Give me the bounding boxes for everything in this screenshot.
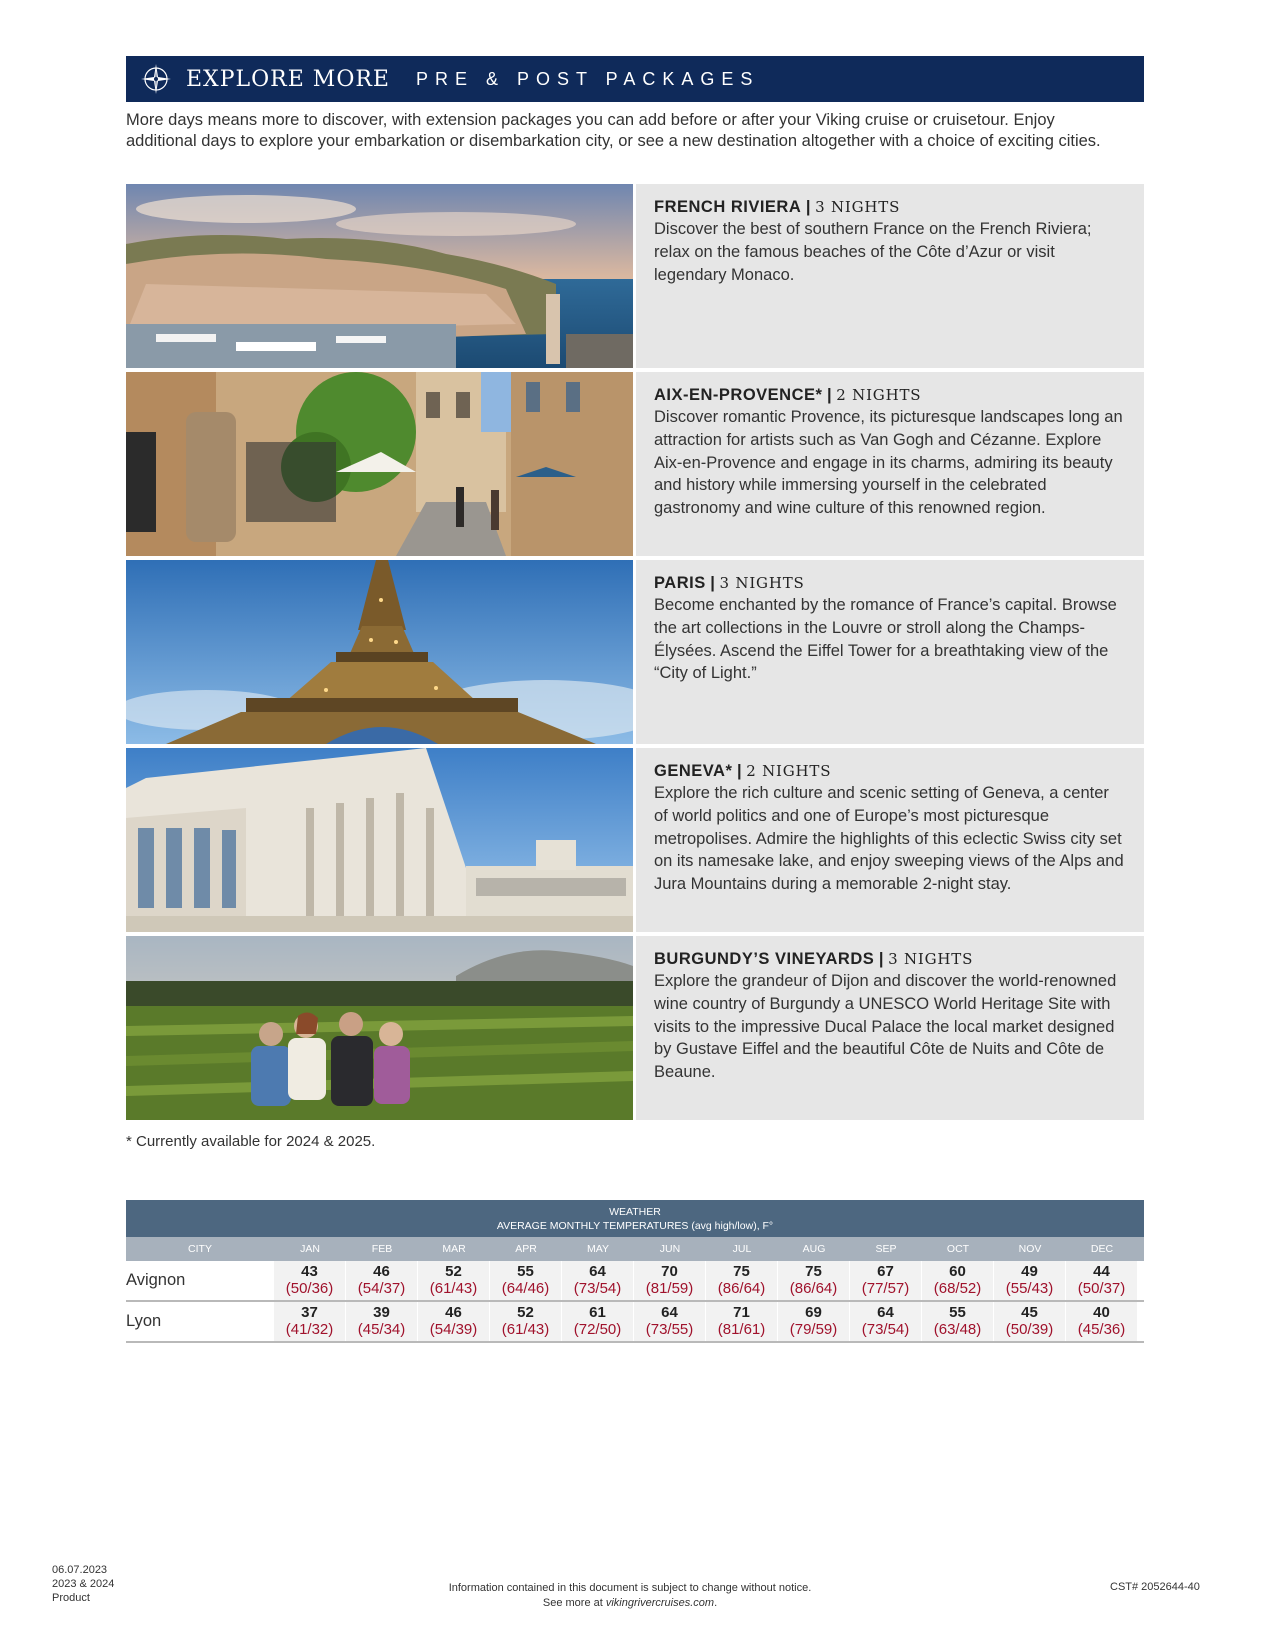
package-text: PARIS | 3 NIGHTS Become enchanted by the romance of France’s capital. Browse the art collections in the Louvre or stroll along the Champs-Élysées. Ascend the Eiffel Tower for a breathtaking view of the “City of Light.” (636, 560, 1144, 744)
weather-rows (126, 1261, 1144, 1343)
column-header-city: CITY (188, 1243, 212, 1255)
average-temperature: 69 (805, 1304, 822, 1321)
temperature-cell (994, 1261, 1065, 1300)
average-temperature: 61 (589, 1304, 606, 1321)
column-header-month: SEP (875, 1243, 897, 1255)
temperature-cell (922, 1302, 993, 1341)
table-row (126, 1261, 1144, 1302)
package-french-riviera (126, 184, 1144, 368)
temperature-cell (418, 1302, 489, 1341)
high-low-temperature: (64/46) (501, 1280, 550, 1297)
package-burgundy-vineyards (126, 936, 1144, 1120)
footnote: * Currently available for 2024 & 2025. (126, 1133, 376, 1150)
average-temperature: 75 (733, 1263, 750, 1280)
high-low-temperature: (63/48) (933, 1321, 982, 1338)
column-header-month: JAN (300, 1243, 320, 1255)
high-low-temperature: (41/32) (285, 1321, 334, 1338)
high-low-temperature: (81/59) (645, 1280, 694, 1297)
average-temperature: 70 (661, 1263, 678, 1280)
average-temperature: 64 (877, 1304, 894, 1321)
high-low-temperature: (68/52) (933, 1280, 982, 1297)
package-text: AIX-EN-PROVENCE* | 2 NIGHTS Discover romantic Provence, its picturesque landscapes long an attraction for artists such as Van Gogh and Cézanne. Explore Aix-en-Provence and engage in its charms, admiring its beauty and history while immersing yourself in the celebrated gastronomy and wine culture of this renowned region. (636, 372, 1144, 556)
package-text: FRENCH RIVIERA | 3 NIGHTS Discover the best of southern France on the French Riviera; relax on the famous beaches of the Côte d’Azur or visit legendary Monaco. (636, 184, 1144, 368)
weather-column-headers (126, 1237, 1144, 1261)
column-header-month: APR (515, 1243, 537, 1255)
see-more-prefix: See more at (542, 1597, 606, 1609)
french-riviera-photo (126, 184, 633, 368)
temperature-cell (706, 1302, 777, 1341)
burgundy-vineyards-photo (126, 936, 633, 1120)
temperature-cell (634, 1261, 705, 1300)
package-aix-en-provence (126, 372, 1144, 556)
package-description: Explore the grandeur of Dijon and discover the world-renowned wine country of Burgundy a UNESCO World Heritage Site with visits to the impressive Ducal Palace the local market designed by Gustave Eiffel and the beautiful Côte de Nuits and Côte de Beaune. (654, 972, 1117, 1082)
paris-photo (126, 560, 633, 744)
column-header-month: NOV (1018, 1243, 1042, 1255)
package-name: AIX-EN-PROVENCE* (654, 386, 823, 404)
average-temperature: 52 (445, 1263, 462, 1280)
footer-center (380, 1581, 880, 1611)
average-temperature: 46 (445, 1304, 462, 1321)
high-low-temperature: (73/54) (861, 1321, 910, 1338)
temperature-cell (1066, 1302, 1137, 1341)
temperature-cell (994, 1302, 1065, 1341)
temperature-cell (706, 1261, 777, 1300)
average-temperature: 71 (733, 1304, 750, 1321)
weather-table (126, 1200, 1144, 1343)
average-temperature: 60 (949, 1263, 966, 1280)
column-header-month: JUL (732, 1243, 752, 1255)
column-header-month: MAY (587, 1243, 609, 1255)
weather-title: WEATHER (609, 1206, 661, 1218)
temperature-cell (274, 1261, 345, 1300)
average-temperature: 43 (301, 1263, 318, 1280)
package-text: GENEVA* | 2 NIGHTS Explore the rich culture and scenic setting of Geneva, a center of world politics and one of Europe’s most picturesque metropolises. Admire the highlights of this eclectic Swiss city set on its namesake lake, and enjoy sweeping views of the Alps and Jura Mountains during a memorable 2-night stay. (636, 748, 1144, 932)
high-low-temperature: (50/36) (285, 1280, 334, 1297)
footer-code: CST# 2052644-40 (1110, 1581, 1200, 1593)
high-low-temperature: (86/64) (717, 1280, 766, 1297)
footer-notice: Information contained in this document is subject to change without notice. (448, 1582, 812, 1594)
column-header-month: DEC (1090, 1243, 1114, 1255)
temperature-cell (346, 1302, 417, 1341)
temperature-cell (850, 1302, 921, 1341)
table-row (126, 1302, 1144, 1343)
package-description: Discover the best of southern France on the French Riviera; relax on the famous beaches of the Côte d’Azur or visit legendary Monaco. (654, 220, 1092, 284)
average-temperature: 55 (949, 1304, 966, 1321)
package-name: PARIS (654, 574, 706, 592)
high-low-temperature: (61/43) (501, 1321, 550, 1338)
high-low-temperature: (55/43) (1005, 1280, 1054, 1297)
high-low-temperature: (45/34) (357, 1321, 406, 1338)
footer-label: Product (52, 1592, 90, 1604)
high-low-temperature: (73/55) (645, 1321, 694, 1338)
high-low-temperature: (50/37) (1077, 1280, 1126, 1297)
temperature-cell (922, 1261, 993, 1300)
average-temperature: 55 (517, 1263, 534, 1280)
package-description: Become enchanted by the romance of France’s capital. Browse the art collections in the Louvre or stroll along the Champs-Élysées. Ascend the Eiffel Tower for a breathtaking view of the “City of Light.” (654, 596, 1117, 683)
high-low-temperature: (54/37) (357, 1280, 406, 1297)
temperature-cell (778, 1261, 849, 1300)
weather-subtitle: AVERAGE MONTHLY TEMPERATURES (avg high/low), F° (496, 1220, 774, 1232)
high-low-temperature: (73/54) (573, 1280, 622, 1297)
packages-list (126, 184, 1144, 1124)
high-low-temperature: (45/36) (1077, 1321, 1126, 1338)
average-temperature: 45 (1021, 1304, 1038, 1321)
package-nights: 3 NIGHTS (815, 198, 901, 216)
average-temperature: 40 (1093, 1304, 1110, 1321)
column-header-month: JUN (659, 1243, 681, 1255)
package-nights: 3 NIGHTS (888, 950, 974, 968)
temperature-cell (562, 1261, 633, 1300)
geneva-photo (126, 748, 633, 932)
footer-date: 06.07.2023 (52, 1564, 108, 1576)
high-low-temperature: (79/59) (789, 1321, 838, 1338)
temperature-cell (1066, 1261, 1137, 1300)
see-more-suffix: . (714, 1597, 718, 1609)
high-low-temperature: (61/43) (429, 1280, 478, 1297)
footer-left (52, 1563, 114, 1605)
average-temperature: 37 (301, 1304, 318, 1321)
package-name: BURGUNDY’S VINEYARDS (654, 950, 875, 968)
column-header-month: MAR (442, 1243, 466, 1255)
high-low-temperature: (50/39) (1005, 1321, 1054, 1338)
column-header-month: FEB (371, 1243, 393, 1255)
package-nights: 2 NIGHTS (836, 386, 922, 404)
high-low-temperature: (77/57) (861, 1280, 910, 1297)
average-temperature: 75 (805, 1263, 822, 1280)
package-nights: 3 NIGHTS (719, 574, 805, 592)
average-temperature: 64 (661, 1304, 678, 1321)
high-low-temperature: (54/39) (429, 1321, 478, 1338)
average-temperature: 52 (517, 1304, 534, 1321)
package-name: FRENCH RIVIERA (654, 198, 802, 216)
package-name: GENEVA* (654, 762, 733, 780)
package-description: Discover romantic Provence, its picturesque landscapes long an attraction for artists such as Van Gogh and Cézanne. Explore Aix-en-Provence and engage in its charms, admiring its beauty and history while immersing yourself in the celebrated gastronomy and wine culture of this renowned region. (654, 408, 1123, 518)
temperature-cell (634, 1302, 705, 1341)
average-temperature: 49 (1021, 1263, 1038, 1280)
temperature-cell (490, 1261, 561, 1300)
aix-en-provence-photo (126, 372, 633, 556)
high-low-temperature: (86/64) (789, 1280, 838, 1297)
compass-rose-icon (140, 63, 172, 95)
header-subtitle: PRE & POST PACKAGES (415, 68, 760, 89)
temperature-cell (562, 1302, 633, 1341)
column-header-month: OCT (946, 1243, 970, 1255)
footer-see-more (380, 1596, 880, 1611)
package-paris (126, 560, 1144, 744)
city-name: Avignon (126, 1271, 186, 1289)
city-name: Lyon (126, 1312, 162, 1330)
header-title: EXPLORE MORE (186, 66, 390, 92)
temperature-cell (850, 1261, 921, 1300)
intro-text: More days means more to discover, with extension packages you can add before or after your Viking cruise or cruisetour. Enjoy additional days to explore your embarkation or disembarkation city, or see a new destination altogether with a choice of exciting cities. (126, 111, 1101, 150)
weather-table-header (126, 1200, 1144, 1237)
temperature-cell (778, 1302, 849, 1341)
website-link[interactable]: vikingrivercruises.com (605, 1597, 715, 1609)
package-text: BURGUNDY’S VINEYARDS | 3 NIGHTS Explore the grandeur of Dijon and discover the world-renowned wine country of Burgundy a UNESCO World Heritage Site with visits to the impressive Ducal Palace the local market designed by Gustave Eiffel and the beautiful Côte de Nuits and Côte de Beaune. (636, 936, 1144, 1120)
average-temperature: 46 (373, 1263, 390, 1280)
average-temperature: 64 (589, 1263, 606, 1280)
temperature-cell (490, 1302, 561, 1341)
average-temperature: 44 (1093, 1263, 1110, 1280)
package-geneva (126, 748, 1144, 932)
average-temperature: 39 (373, 1304, 390, 1321)
column-header-month: AUG (802, 1243, 826, 1255)
section-header (126, 56, 1144, 102)
high-low-temperature: (72/50) (573, 1321, 622, 1338)
high-low-temperature: (81/61) (717, 1321, 766, 1338)
average-temperature: 67 (877, 1263, 894, 1280)
temperature-cell (274, 1302, 345, 1341)
temperature-cell (346, 1261, 417, 1300)
footer-years: 2023 & 2024 (52, 1578, 115, 1590)
package-description: Explore the rich culture and scenic setting of Geneva, a center of world politics and one of Europe’s most picturesque metropolises. Admire the highlights of this eclectic Swiss city set on its namesake lake, and enjoy sweeping views of the Alps and Jura Mountains during a memorable 2-night stay. (654, 784, 1124, 894)
temperature-cell (418, 1261, 489, 1300)
package-nights: 2 NIGHTS (746, 762, 832, 780)
